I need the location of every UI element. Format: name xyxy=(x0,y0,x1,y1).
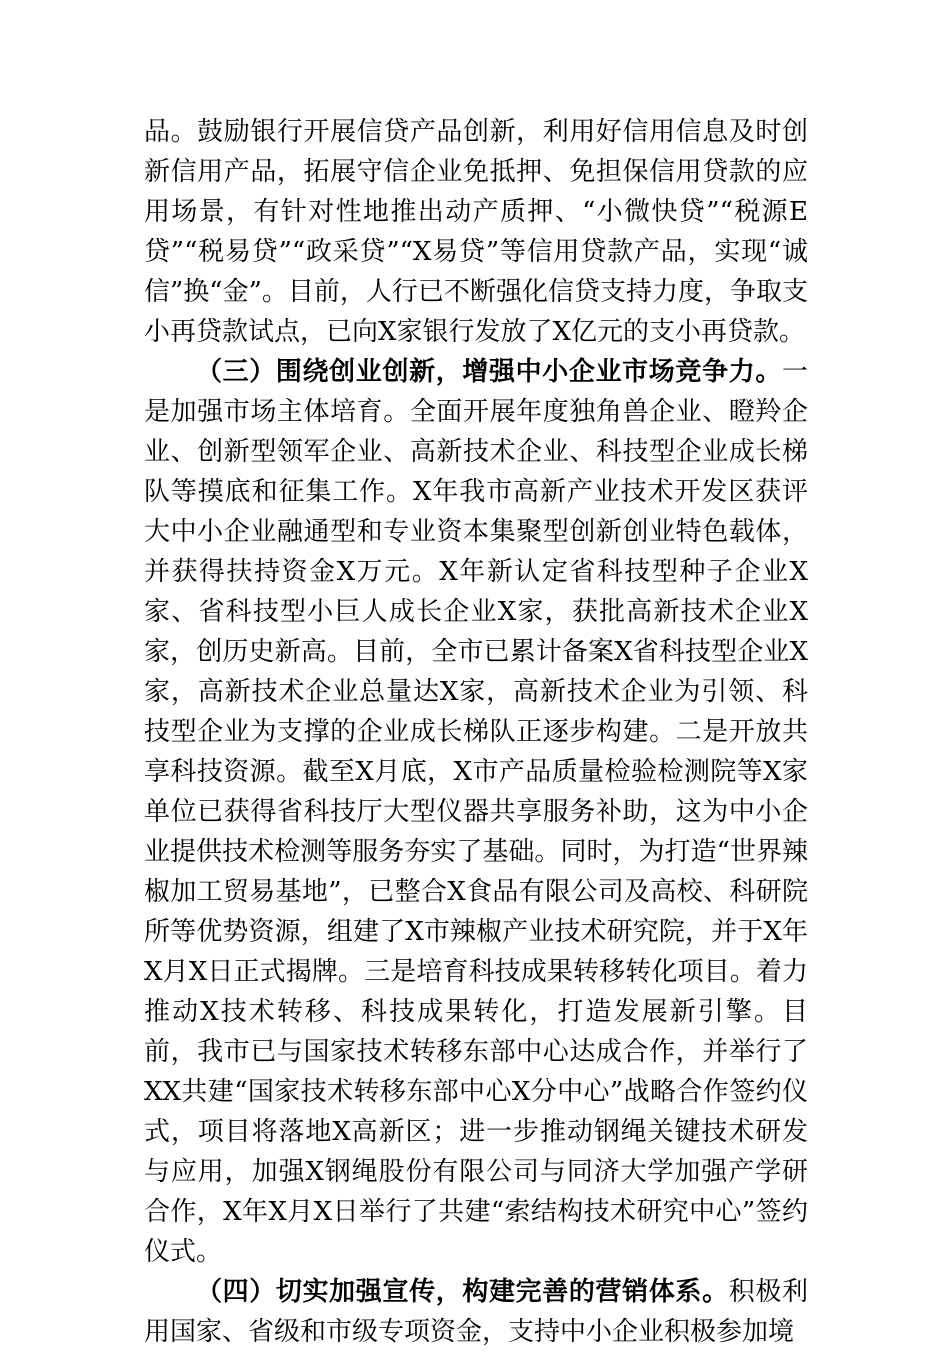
paragraph-text: 品。鼓励银行开展信贷产品创新，利用好信用信息及时创新信用产品，拓展守信企业免抵押、免担保信用贷款的应用场景，有针对性地推出动产质押、“小微快贷”“税源E贷”“税易贷”“政采贷”“X易贷”等信用贷款产品，实现“诚信”换“金”。目前，人行已不断强化信贷支持力度，争取支小再贷款试点，已向X家银行发放了X亿元的支小再贷款。 xyxy=(144,117,808,347)
document-body xyxy=(144,112,808,1352)
section-heading-four: （四）切实加强宣传，构建完善的营销体系。 xyxy=(196,1277,729,1307)
paragraph-section-four xyxy=(144,1272,808,1352)
paragraph-credit-products xyxy=(144,112,808,352)
paragraph-text: 一是加强市场主体培育。全面开展年度独角兽企业、瞪羚企业、创新型领军企业、高新技术企业、科技型企业成长梯队等摸底和征集工作。X年我市高新产业技术开发区获评大中小企业融通型和专业资本集聚型创新创业特色载体，并获得扶持资金X万元。X年新认定省科技型种子企业X家、省科技型小巨人成长企业X家，获批高新技术企业X家，创历史新高。目前，全市已累计备案X省科技型企业X家，高新技术企业总量达X家，高新技术企业为引领、科技型企业为支撑的企业成长梯队正逐步构建。二是开放共享科技资源。截至X月底，X市产品质量检验检测院等X家单位已获得省科技厅大型仪器共享服务补助，这为中小企业提供技术检测等服务夯实了基础。同时，为打造“世界辣椒加工贸易基地”，已整合X食品有限公司及高校、科研院所等优势资源，组建了X市辣椒产业技术研究院，并于X年X月X日正式揭牌。三是培育科技成果转移转化项目。着力推动X技术转移、科技成果转化，打造发展新引擎。目前，我市已与国家技术转移东部中心达成合作，并举行了XX共建“国家技术转移东部中心X分中心”战略合作签约仪式，项目将落地X高新区；进一步推动钢绳关键技术研发与应用，加强X钢绳股份有限公司与同济大学加强产学研合作，X年X月X日举行了共建“索结构技术研究中心”签约仪式。 xyxy=(144,357,808,1267)
paragraph-text: 积极利用国家、省级和市级专项资金，支持中小企业积极参加境 xyxy=(144,1277,808,1347)
section-heading-three: （三）围绕创业创新，增强中小企业市场竞争力。 xyxy=(196,357,782,387)
paragraph-section-three xyxy=(144,352,808,1272)
